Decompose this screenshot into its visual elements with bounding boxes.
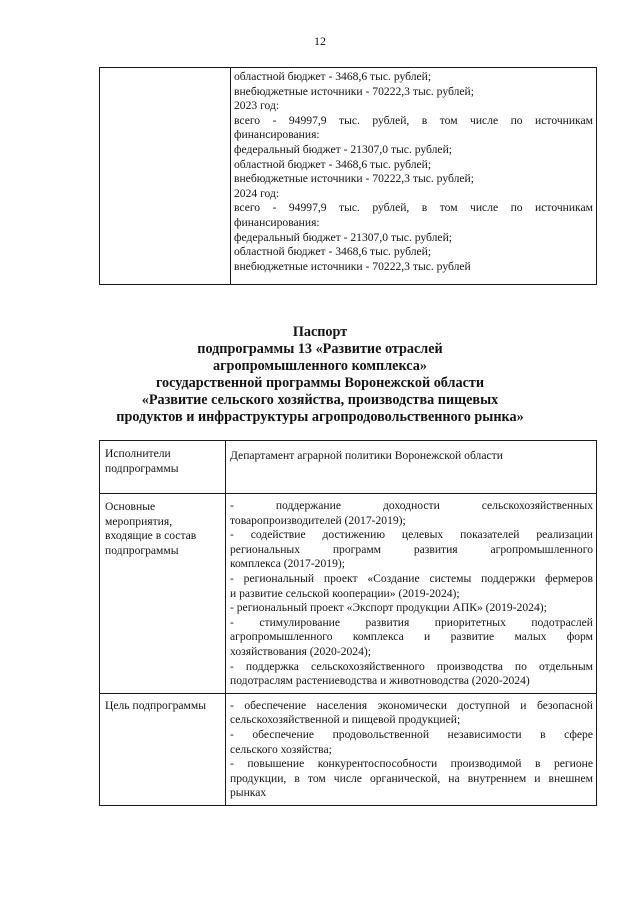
row-content xyxy=(226,693,597,805)
title-line: Паспорт xyxy=(292,324,348,340)
funding-line: областной бюджет - 3468,6 тыс. рублей; xyxy=(234,245,432,259)
passport-table xyxy=(99,440,597,806)
title-line: подпрограммы 13 «Развитие отраслей xyxy=(197,341,443,357)
content-line: - поддержание доходности сельскохозяйственных xyxy=(230,499,593,512)
funding-line: внебюджетные источники - 70222,3 тыс. рублей; xyxy=(234,172,474,186)
funding-line: областной бюджет - 3468,6 тыс. рублей; xyxy=(234,157,432,171)
title-line: государственной программы Воронежской области xyxy=(155,375,485,391)
content-line: агропромышленного комплекса и развитие малых форм xyxy=(230,630,593,644)
funding-line: федеральный бюджет - 21307,0 тыс. рублей; xyxy=(234,142,452,156)
passport-row-activities xyxy=(100,494,597,694)
content-line: товаропроизводителей (2017-2019); xyxy=(230,513,406,527)
content-line: подотраслям растениеводства и животноводства (2020-2024) xyxy=(230,674,530,688)
content-line: хозяйствования (2020-2024); xyxy=(230,644,371,658)
passport-title xyxy=(60,324,580,426)
content-line: - повышение конкурентоспособности производимой в регионе xyxy=(230,757,593,771)
funding-line: 2023 год: xyxy=(234,99,280,113)
funding-line: внебюджетные источники - 70222,3 тыс. рублей; xyxy=(234,84,474,98)
page-number: 12 xyxy=(314,34,326,48)
row-label: Цель подпрограммы xyxy=(100,693,226,805)
title-line: продуктов и инфраструктуры агропродовольственного рынка» xyxy=(116,409,524,425)
content-line: - поддержка сельскохозяйственного производства по отдельным xyxy=(230,659,593,673)
content-line: - обеспечение продовольственной независимости в сфере xyxy=(230,727,593,741)
funding-label-cell xyxy=(100,68,231,285)
content-line: Департамент аграрной политики Воронежской области xyxy=(230,449,503,462)
row-content xyxy=(226,494,597,694)
passport-row-executors xyxy=(100,441,597,494)
title-line: агропромышленного комплекса» xyxy=(213,358,427,374)
funding-line: 2024 год: xyxy=(234,186,280,200)
content-line: региональных программ развития агропромышленного xyxy=(230,542,593,556)
content-line: - региональный проект «Экспорт продукции АПК» (2019-2024); xyxy=(230,601,547,615)
funding-line: всего - 94997,9 тыс. рублей, в том числе по источникам xyxy=(234,201,593,215)
passport-row-goal xyxy=(100,693,597,805)
funding-content-cell xyxy=(231,68,597,285)
funding-line: финансирования: xyxy=(234,215,320,229)
content-line: - содействие достижению целевых показателей реализации xyxy=(230,528,593,542)
content-line: - обеспечение населения экономически доступной и безопасной xyxy=(230,698,593,712)
content-line: продукции, в том числе органической, на внутреннем и внешнем xyxy=(230,771,593,785)
funding-row xyxy=(100,68,597,285)
row-label: Основные мероприятия, входящие в состав подпрограммы xyxy=(100,494,226,694)
content-line: и развитие сельской кооперации» (2019-2024); xyxy=(230,586,460,600)
funding-line: внебюджетные источники - 70222,3 тыс. рублей xyxy=(234,259,471,273)
row-label: Исполнители подпрограммы xyxy=(100,441,226,494)
content-line: сельского хозяйства; xyxy=(230,742,332,756)
funding-line: федеральный бюджет - 21307,0 тыс. рублей; xyxy=(234,230,452,244)
content-line: - стимулирование развития приоритетных подотраслей xyxy=(230,615,593,629)
content-line: комплекса (2017-2019); xyxy=(230,557,345,571)
content-line: - региональный проект «Создание системы поддержки фермеров xyxy=(230,571,593,585)
content-line: сельскохозяйственной и пищевой продукцией; xyxy=(230,713,461,727)
row-content xyxy=(226,441,597,494)
title-line: «Развитие сельского хозяйства, производства пищевых xyxy=(141,392,499,408)
funding-table xyxy=(99,67,597,285)
funding-line: областной бюджет - 3468,6 тыс. рублей; xyxy=(234,70,432,83)
funding-line: всего - 94997,9 тыс. рублей, в том числе по источникам xyxy=(234,113,593,127)
funding-line: финансирования: xyxy=(234,128,320,142)
content-line: рынках xyxy=(230,786,267,800)
